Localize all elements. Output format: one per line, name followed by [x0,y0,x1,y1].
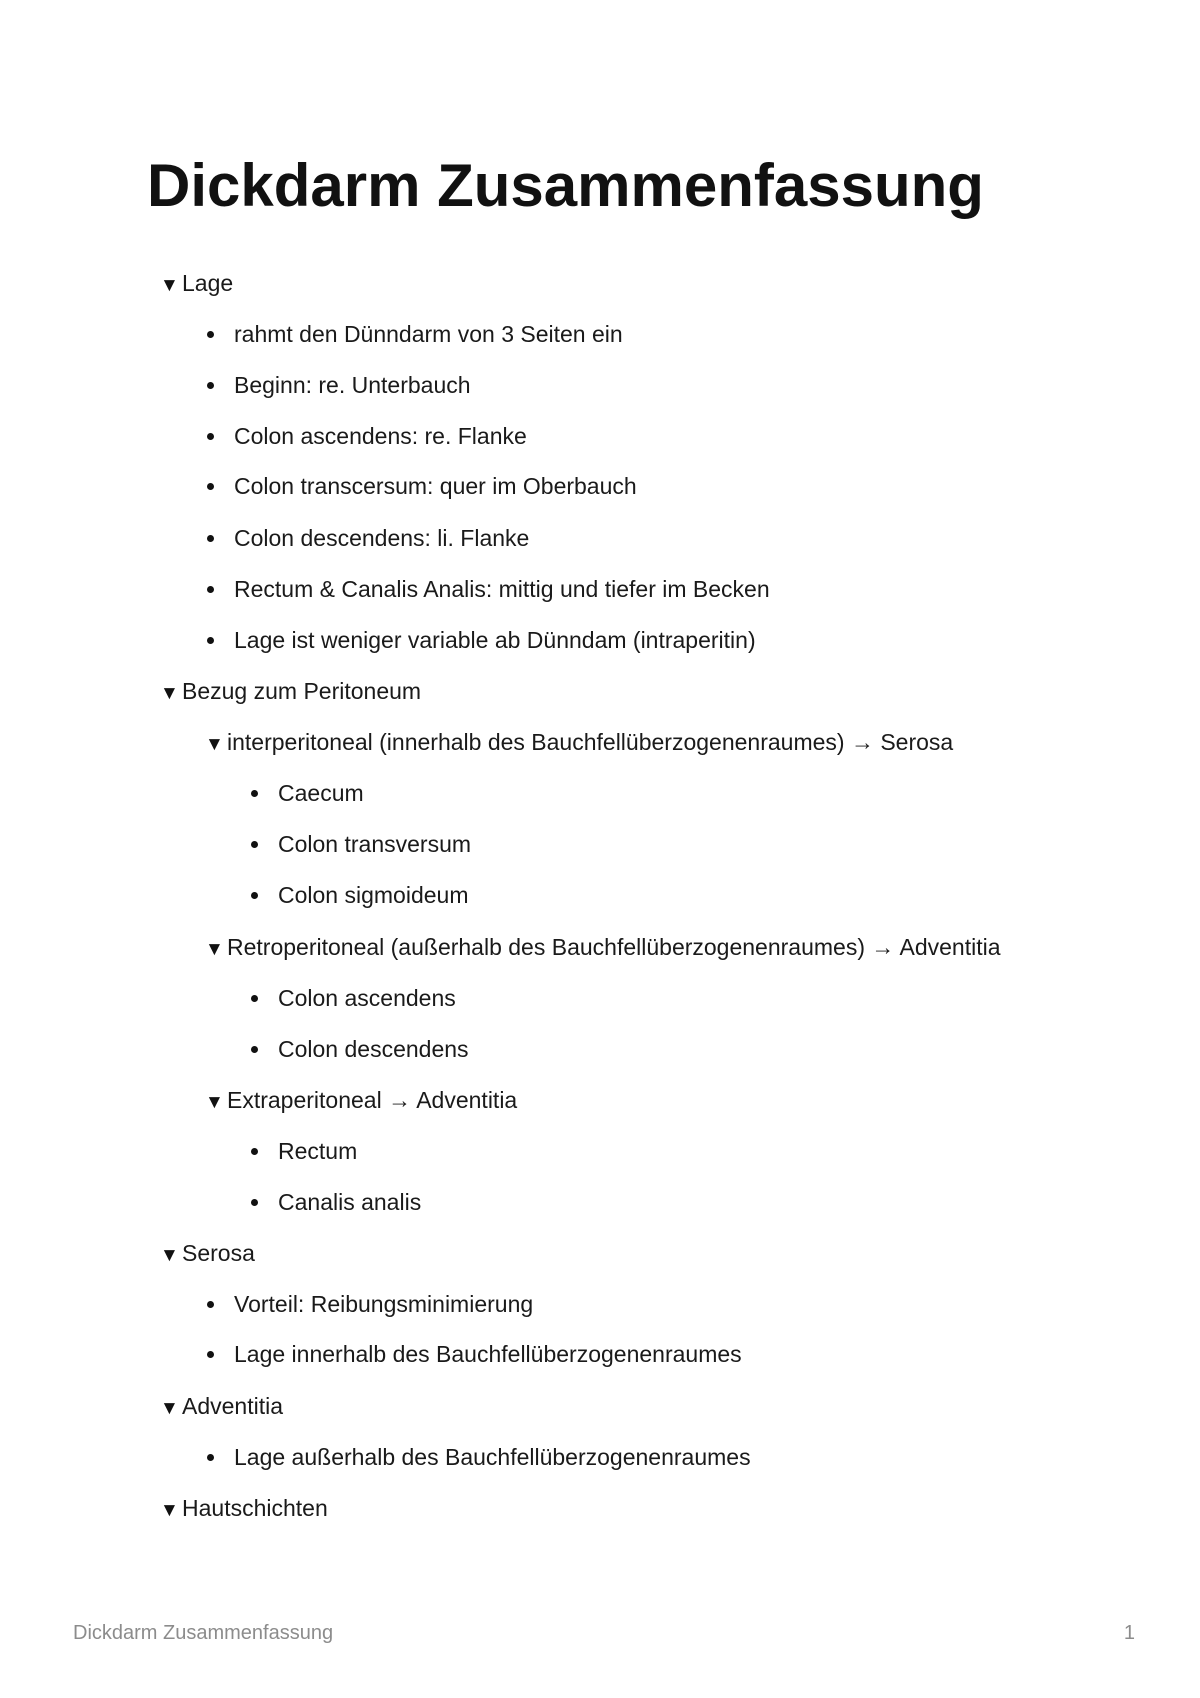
toggle-triangle-icon: ▼ [205,734,224,755]
bullet-icon [251,1199,258,1206]
toggle-bezug-zum-peritoneum[interactable] [160,677,421,708]
list-item: rahmt den Dünndarm von 3 Seiten ein [234,320,623,348]
toggle-triangle-icon: ▼ [205,939,224,960]
list-item: Colon descendens [278,1035,469,1063]
list-item: Lage innerhalb des Bauchfellüberzogenenraumes [234,1340,742,1368]
toggle-extraperitoneal[interactable] [205,1086,517,1117]
bullet-icon [251,995,258,1002]
list-item: Lage ist weniger variable ab Dünndam (intraperitin) [234,626,756,654]
list-item: Caecum [278,779,364,807]
toggle-retroperitoneal[interactable] [205,933,1001,964]
bullet-icon [207,382,214,389]
toggle-heading: interperitoneal (innerhalb des Bauchfellüberzogenenraumes) → Serosa [227,729,954,755]
bullet-icon [207,1301,214,1308]
list-item: Colon ascendens [278,984,456,1012]
bullet-icon [251,841,258,848]
toggle-heading: Extraperitoneal → Adventitia [227,1087,518,1113]
toggle-triangle-icon: ▼ [160,1398,179,1419]
toggle-triangle-icon: ▼ [205,1092,224,1113]
toggle-heading: Adventitia [182,1393,284,1419]
list-item: Rectum & Canalis Analis: mittig und tiefer im Becken [234,575,770,603]
bullet-icon [207,483,214,490]
toggle-hautschichten[interactable] [160,1494,328,1525]
toggle-lage[interactable] [160,269,233,300]
toggle-interperitoneal[interactable] [205,728,953,759]
toggle-heading: Serosa [182,1240,255,1266]
footer-title: Dickdarm Zusammenfassung [73,1622,334,1644]
bullet-icon [207,1351,214,1358]
toggle-triangle-icon: ▼ [160,683,179,704]
toggle-heading: Hautschichten [182,1495,328,1521]
list-item: Colon transversum [278,830,471,858]
toggle-heading: Retroperitoneal (außerhalb des Bauchfellüberzogenenraumes) → Adventitia [227,934,1001,960]
bullet-icon [251,892,258,899]
list-item: Colon ascendens: re. Flanke [234,422,527,450]
bullet-icon [251,1148,258,1155]
toggle-triangle-icon: ▼ [160,1245,179,1266]
list-item: Lage außerhalb des Bauchfellüberzogenenraumes [234,1443,751,1471]
list-item: Colon sigmoideum [278,881,468,909]
toggle-heading: Bezug zum Peritoneum [182,678,422,704]
bullet-icon [207,637,214,644]
list-item: Beginn: re. Unterbauch [234,371,471,399]
list-item: Vorteil: Reibungsminimierung [234,1290,533,1318]
bullet-icon [251,790,258,797]
toggle-heading: Lage [182,270,234,296]
list-item: Rectum [278,1137,357,1165]
page-title: Dickdarm Zusammenfassung [147,152,984,219]
toggle-serosa[interactable] [160,1239,255,1270]
bullet-icon [207,331,214,338]
bullet-icon [251,1046,258,1053]
bullet-icon [207,535,214,542]
toggle-triangle-icon: ▼ [160,1500,179,1521]
bullet-icon [207,433,214,440]
toggle-triangle-icon: ▼ [160,275,179,296]
page-number: 1 [1123,1622,1135,1644]
bullet-icon [207,1454,214,1461]
toggle-adventitia[interactable] [160,1392,283,1423]
list-item: Colon transcersum: quer im Oberbauch [234,472,637,500]
list-item: Colon descendens: li. Flanke [234,524,529,552]
list-item: Canalis analis [278,1188,421,1216]
bullet-icon [207,586,214,593]
